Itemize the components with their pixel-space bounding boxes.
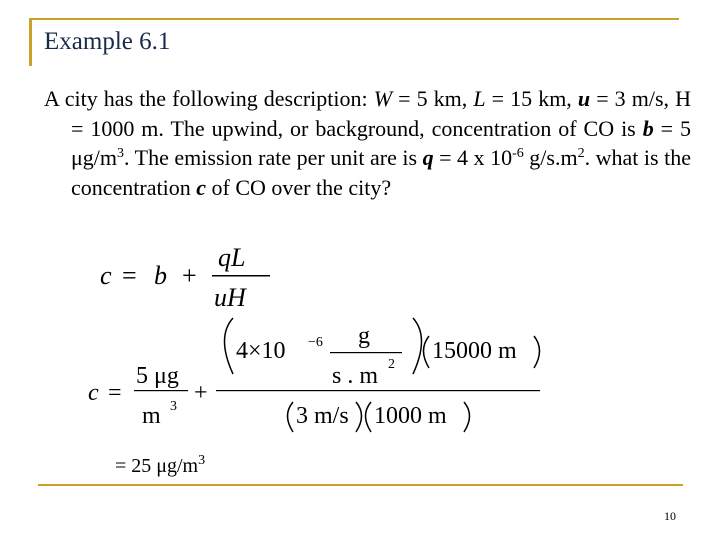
- eq2-frac1-den: m: [142, 403, 161, 429]
- top-rule: [29, 18, 679, 20]
- text-segment: = 3 m/s, H = 1000 m. The upwind, or background, concentration of CO is: [71, 86, 691, 141]
- eq1-numerator: qL: [218, 243, 246, 272]
- text-segment: g/s.m: [523, 145, 578, 170]
- var-c: c: [196, 174, 206, 200]
- superscript: -6: [512, 146, 524, 161]
- result-exponent: 3: [198, 453, 206, 468]
- eq2-frac1-den-exp: 3: [170, 399, 177, 414]
- paren-right-3: [356, 402, 362, 432]
- eq2-main-bar: [216, 390, 540, 391]
- text-segment: = 5 μg/m: [71, 115, 691, 170]
- var-b: b: [642, 115, 654, 141]
- eq2-frac1-num: 5 μg: [136, 363, 179, 389]
- problem-statement: [44, 84, 691, 202]
- text-segment: = 4 x 10: [433, 145, 513, 170]
- slide-title: Example 6.1: [44, 28, 171, 55]
- var-u: u: [577, 86, 591, 111]
- superscript: 3: [117, 146, 125, 161]
- paren-right-2: [534, 336, 540, 368]
- bottom-rule: [38, 484, 683, 486]
- paren-right-4: [464, 402, 470, 432]
- var-W: W: [373, 86, 393, 111]
- text-segment: of CO over the city?: [206, 174, 392, 200]
- eq2-coef-exp: −6: [308, 335, 323, 350]
- eq2-length: 15000 m: [432, 338, 517, 364]
- result-line: [115, 455, 205, 478]
- text-segment: = 5 km,: [392, 86, 474, 111]
- eq1-plus: +: [182, 261, 197, 290]
- eq1-equals: =: [122, 261, 137, 290]
- eq2-frac1-bar: [134, 390, 188, 391]
- paren-left-3: [288, 402, 294, 432]
- eq1-b: b: [154, 261, 167, 290]
- paren-left-4: [366, 402, 372, 432]
- var-q: q: [422, 145, 434, 170]
- eq2-velocity: 3 m/s: [296, 403, 349, 429]
- eq2-unit-bar: [330, 352, 402, 353]
- eq2-coef: 4×10: [236, 338, 286, 364]
- eq2-plus: +: [194, 380, 208, 406]
- equation-substituted: [88, 312, 558, 438]
- eq2-height: 1000 m: [374, 403, 447, 429]
- text-segment: . The emission rate per unit are is: [124, 145, 423, 170]
- var-L: L: [473, 86, 486, 111]
- eq1-fraction-bar: [212, 275, 270, 277]
- superscript: 2: [577, 146, 585, 161]
- paren-left-2: [424, 336, 430, 368]
- paren-right-1: [413, 318, 422, 374]
- eq1-denominator: uH: [214, 283, 246, 312]
- result-value: = 25 μg/m: [115, 455, 199, 477]
- paren-left-1: [225, 318, 234, 374]
- text-segment: = 15 km,: [485, 86, 578, 111]
- text-segment: . what is the concentration: [71, 145, 691, 200]
- eq2-c: c: [88, 380, 99, 406]
- eq2-unit-num: g: [358, 323, 370, 349]
- eq2-unit-den: s . m: [332, 363, 379, 389]
- title-accent-bar: [29, 18, 32, 66]
- text-segment: A city has the following description:: [44, 86, 374, 111]
- equation-general: [100, 238, 290, 312]
- eq2-equals: =: [108, 380, 122, 406]
- page-number: 10: [664, 509, 676, 523]
- eq1-c: c: [100, 261, 112, 290]
- eq2-unit-den-exp: 2: [388, 357, 395, 372]
